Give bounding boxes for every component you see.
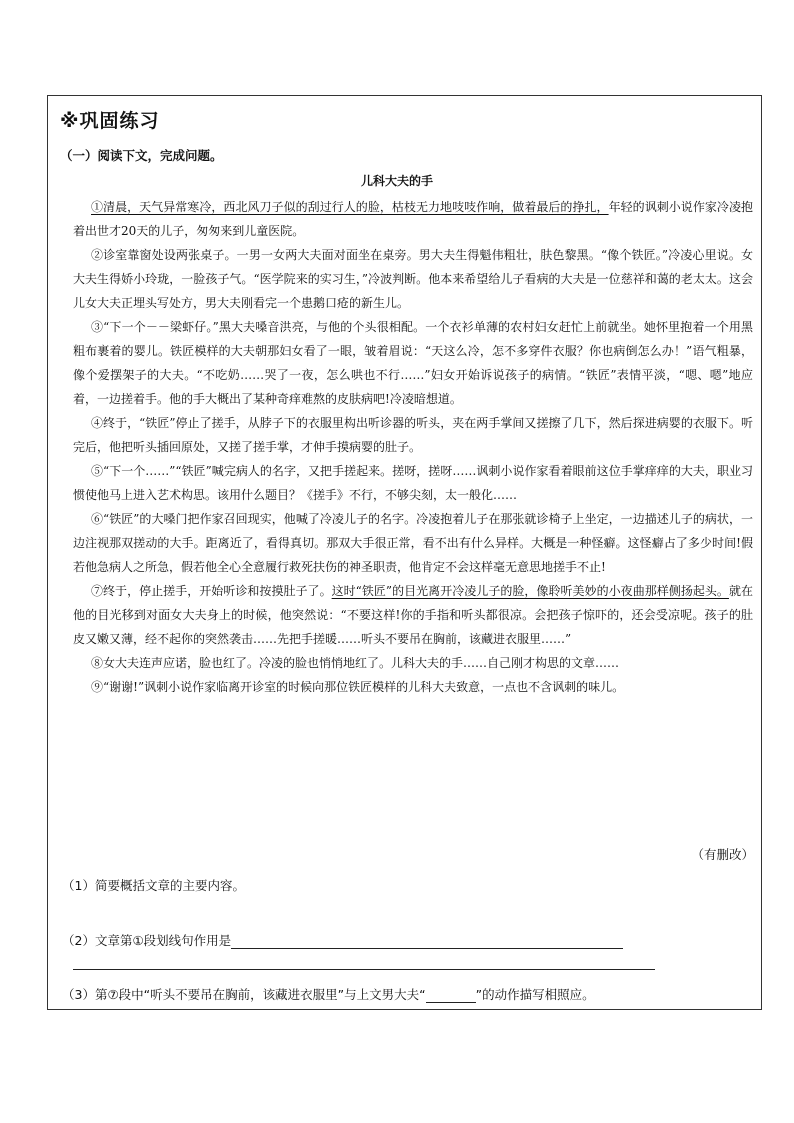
paragraph-3: ③“下一个－－梁虾仔。”黑大夫嗓音洪亮，与他的个头很相配。一个衣衫单薄的农村妇女赶忙上前就坐。她怀里抱着一个用黑粗布裹着的婴儿。铁匠模样的大夫朝那妇女看了一眼，皱着眉说：“天这么冷，怎不多穿件衣服？你也病倒怎么办！”语气粗暴，像个爱摆架子的大夫。“不吃奶……哭了一夜，怎么哄也不行……”妇女开始诉说孩子的病情。“铁匠”表情平淡，“嗯、嗯”地应着，一边搓着手。他的手大概出了某种奇痒难熬的皮肤病吧!冷凌暗想道。 — [73, 320, 753, 406]
section-title: ※巩固练习 — [60, 110, 160, 132]
answer-blank[interactable] — [426, 988, 476, 1003]
underlined-sentence: 这时“铁匠”的目光离开冷凌儿子的脸，像聆听美妙的小夜曲那样侧扬起头。 — [331, 584, 729, 598]
paragraph-1: ①清晨，天气异常寒冷，西北风刀子似的刮过行人的脸，枯枝无力地吱吱作响，做着最后的挣扎，年轻的讽刺小说作家冷凌抱着出世才20天的儿子，匆匆来到儿童医院。 — [73, 200, 753, 238]
reading-instruction: （一）阅读下文，完成问题。 — [60, 148, 223, 163]
answer-blank[interactable] — [231, 934, 623, 949]
paragraph-2: ②诊室靠窗处设两张桌子。一男一女两大夫面对面坐在桌旁。男大夫生得魁伟粗壮，肤色黎黑。“像个铁匠。”冷凌心里说。女大夫生得娇小玲珑，一脸孩子气。“医学院来的实习生，”冷波判断。他本来希望给儿子看病的大夫是一位慈祥和蔼的老太太。这会儿女大夫正埋头写处方，男大夫刚看完一个患鹅口疮的新生儿。 — [73, 248, 753, 310]
circled-number: ① — [132, 933, 144, 948]
question-2: （2）文章第①段划线句作用是 — [62, 931, 623, 949]
paragraph-8: ⑧女大夫连声应诺，脸也红了。冷凌的脸也悄悄地红了。儿科大夫的手……自己刚才构思的文章…… — [91, 656, 620, 670]
paragraph-9: ⑨“谢谢!”讽刺小说作家临离开诊室的时候向那位铁匠模样的儿科大夫致意，一点也不含讽刺的味儿。 — [91, 680, 625, 694]
source-note: （有删改） — [691, 847, 754, 862]
answer-line[interactable] — [73, 969, 655, 970]
question-1: （1）简要概括文章的主要内容。 — [62, 878, 245, 893]
paragraph-4: ④终于，“铁匠”停止了搓手，从脖子下的衣服里构出听诊器的听头，夹在两手掌间又搓擦了几下，然后探进病婴的衣服下。听完后，他把听头插回原处，又搓了搓手掌，才伸手摸病婴的肚子。 — [73, 416, 753, 454]
question-3: （3）第⑦段中“听头不要吊在胸前，该藏进衣服里”与上文男大夫“ ”的动作描写相照应。 — [62, 987, 595, 1002]
paragraph-7: ⑦终于，停止搓手，开始听诊和按摸肚子了。这时“铁匠”的目光离开冷凌儿子的脸，像聆听美妙的小夜曲那样侧扬起头。就在他的目光移到对面女大夫身上的时候，他突然说：“不要这样!你的手指和听头都很凉。会把孩子惊吓的，还会受凉呢。孩子的肚皮又嫩又薄，经不起你的突然袭击……先把手搓暖……听头不要吊在胸前，该藏进衣服里……” — [73, 584, 753, 646]
article-body — [73, 195, 753, 699]
underlined-sentence: ①清晨，天气异常寒冷，西北风刀子似的刮过行人的脸，枯枝无力地吱吱作响，做着最后的挣扎， — [91, 200, 609, 214]
paragraph-6: ⑥“铁匠”的大嗓门把作家召回现实，他喊了冷凌儿子的名字。冷凌抱着儿子在那张就诊椅子上坐定，一边描述儿子的病状，一边注视那双搓动的大手。距离近了，看得真切。那双大手很正常，看不出有什么异样。大概是一种怪癖。这怪癖占了多少时间!假若他急病人之所急，假若他全心全意履行救死扶伤的神圣职责，他肯定不会这样毫无意思地搓手不止! — [73, 512, 753, 574]
article-title: 儿科大夫的手 — [360, 174, 433, 188]
circled-number: ⑦ — [107, 987, 119, 1002]
paragraph-5: ⑤“下一个……”“铁匠”喊完病人的名字，又把手搓起来。搓呀，搓呀……讽刺小说作家看着眼前这位手掌痒痒的大夫，职业习惯使他马上进入艺术构思。该用什么题目？《搓手》不行，不够尖刻，太一般化…… — [73, 464, 753, 502]
